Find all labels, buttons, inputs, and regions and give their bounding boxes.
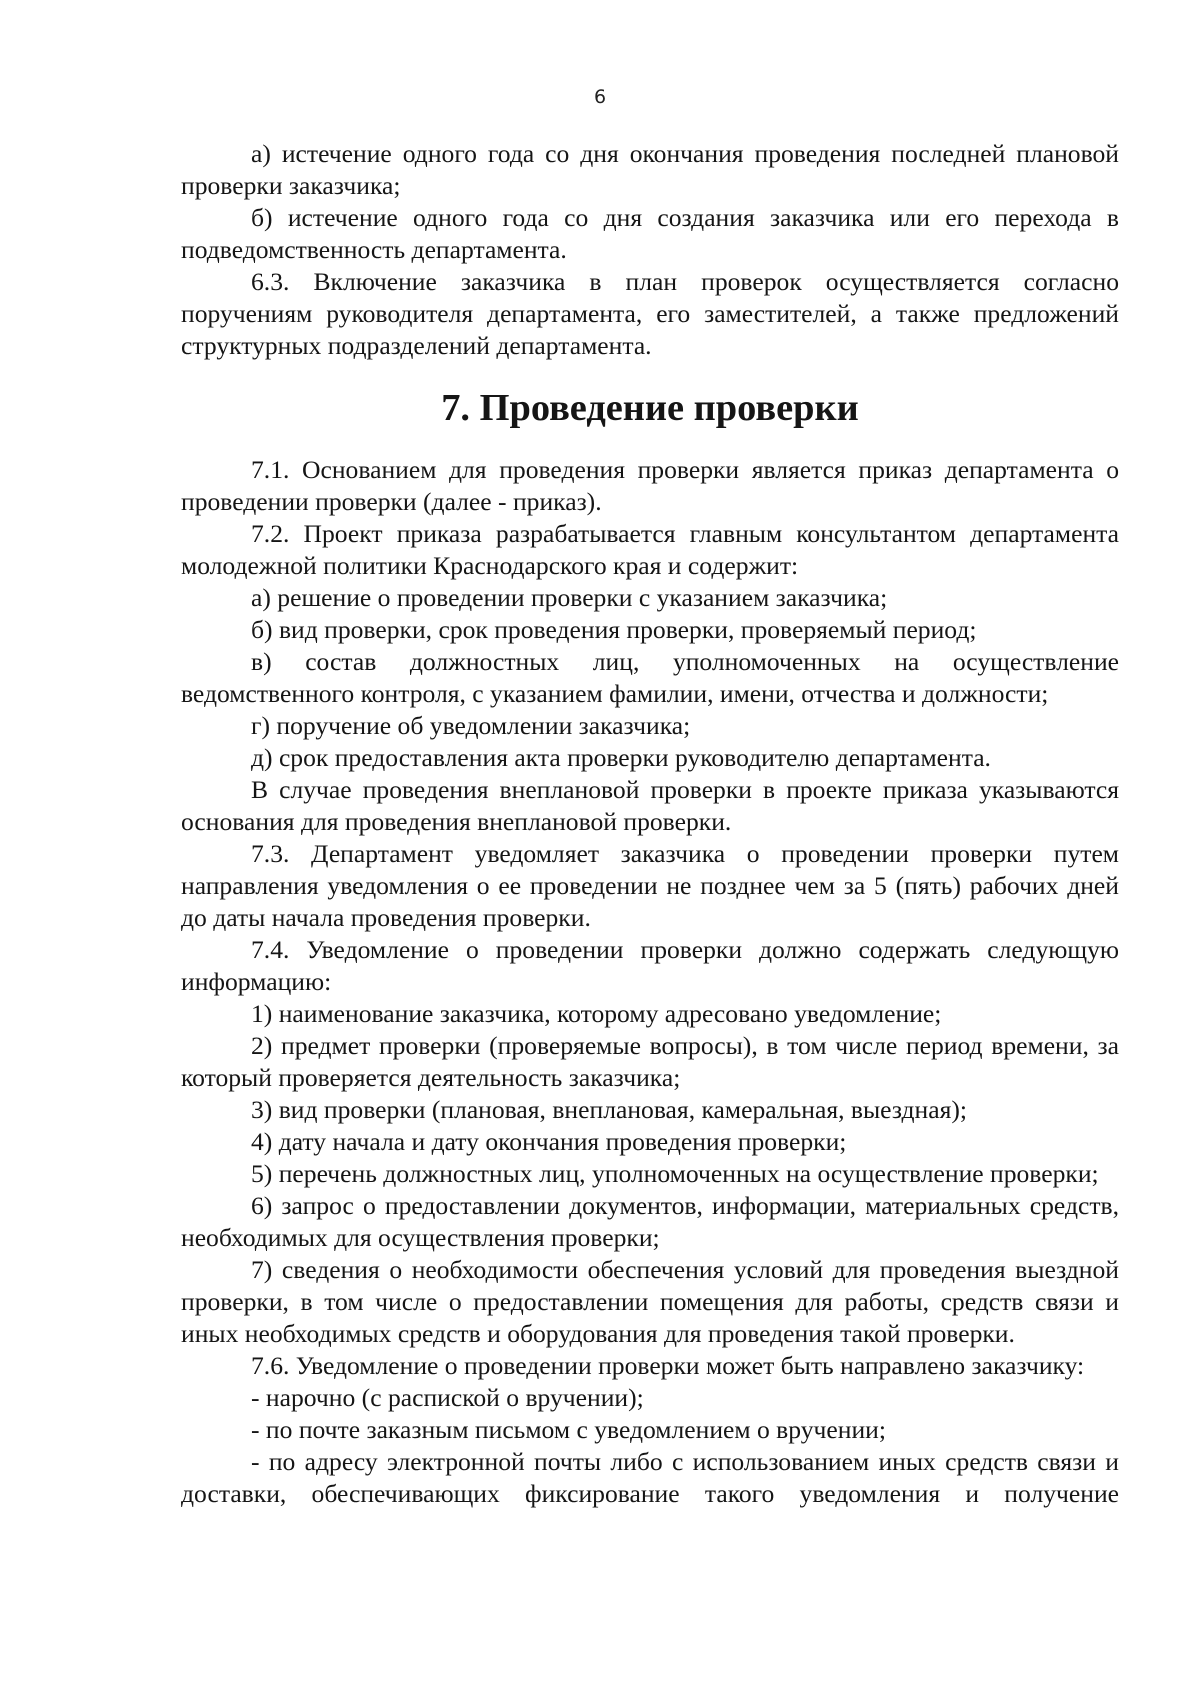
list-item: 2) предмет проверки (проверяемые вопросы), в том числе период времени, за который проверяется деятельность заказчика; bbox=[181, 1031, 1119, 1092]
list-item: - по адресу электронной почты либо с использованием иных средств связи и доставки, обеспечивающих фиксирование такого уведомления и получение bbox=[181, 1447, 1119, 1508]
section-heading: 7. Проведение проверки bbox=[441, 387, 859, 429]
list-item: 1) наименование заказчика, которому адресовано уведомление; bbox=[251, 999, 942, 1028]
paragraph: б) истечение одного года со дня создания заказчика или его перехода в подведомственность департамента. bbox=[181, 203, 1119, 264]
paragraph: 7.6. Уведомление о проведении проверки может быть направлено заказчику: bbox=[251, 1351, 1085, 1380]
paragraph: 7.4. Уведомление о проведении проверки должно содержать следующую информацию: bbox=[181, 935, 1119, 996]
list-item: а) решение о проведении проверки с указанием заказчика; bbox=[251, 583, 888, 612]
document-body bbox=[181, 138, 1119, 1510]
list-item: 6) запрос о предоставлении документов, информации, материальных средств, необходимых для осуществления проверки; bbox=[181, 1191, 1119, 1252]
paragraph: а) истечение одного года со дня окончания проведения последней плановой проверки заказчика; bbox=[181, 139, 1119, 200]
paragraph: 7.3. Департамент уведомляет заказчика о проведении проверки путем направления уведомления о ее проведении не позднее чем за 5 (пять) рабочих дней до даты начала проведения проверки. bbox=[181, 839, 1119, 932]
page-number: 6 bbox=[593, 86, 607, 108]
paragraph: 6.3. Включение заказчика в план проверок осуществляется согласно поручениям руководителя департамента, его заместителей, а также предложений структурных подразделений департамента. bbox=[181, 267, 1119, 360]
list-item: - нарочно (с распиской о вручении); bbox=[251, 1383, 644, 1412]
list-item: 7) сведения о необходимости обеспечения условий для проведения выездной проверки, в том числе о предоставлении помещения для работы, средств связи и иных необходимых средств и оборудования для проведения такой проверки. bbox=[181, 1255, 1119, 1348]
paragraph: В случае проведения внеплановой проверки в проекте приказа указываются основания для проведения внеплановой проверки. bbox=[181, 775, 1119, 836]
list-item: в) состав должностных лиц, уполномоченных на осуществление ведомственного контроля, с указанием фамилии, имени, отчества и должности; bbox=[181, 647, 1119, 708]
paragraph: 7.1. Основанием для проведения проверки является приказ департамента о проведении проверки (далее - приказ). bbox=[181, 455, 1119, 516]
list-item: 5) перечень должностных лиц, уполномоченных на осуществление проверки; bbox=[251, 1159, 1099, 1188]
list-item: 4) дату начала и дату окончания проведения проверки; bbox=[251, 1127, 847, 1156]
list-item: д) срок предоставления акта проверки руководителю департамента. bbox=[251, 743, 991, 772]
list-item: - по почте заказным письмом с уведомлением о вручении; bbox=[251, 1415, 886, 1444]
list-item: 3) вид проверки (плановая, внеплановая, камеральная, выездная); bbox=[251, 1095, 967, 1124]
paragraph: 7.2. Проект приказа разрабатывается главным консультантом департамента молодежной политики Краснодарского края и содержит: bbox=[181, 519, 1119, 580]
list-item: г) поручение об уведомлении заказчика; bbox=[251, 711, 691, 740]
list-item: б) вид проверки, срок проведения проверки, проверяемый период; bbox=[251, 615, 977, 644]
